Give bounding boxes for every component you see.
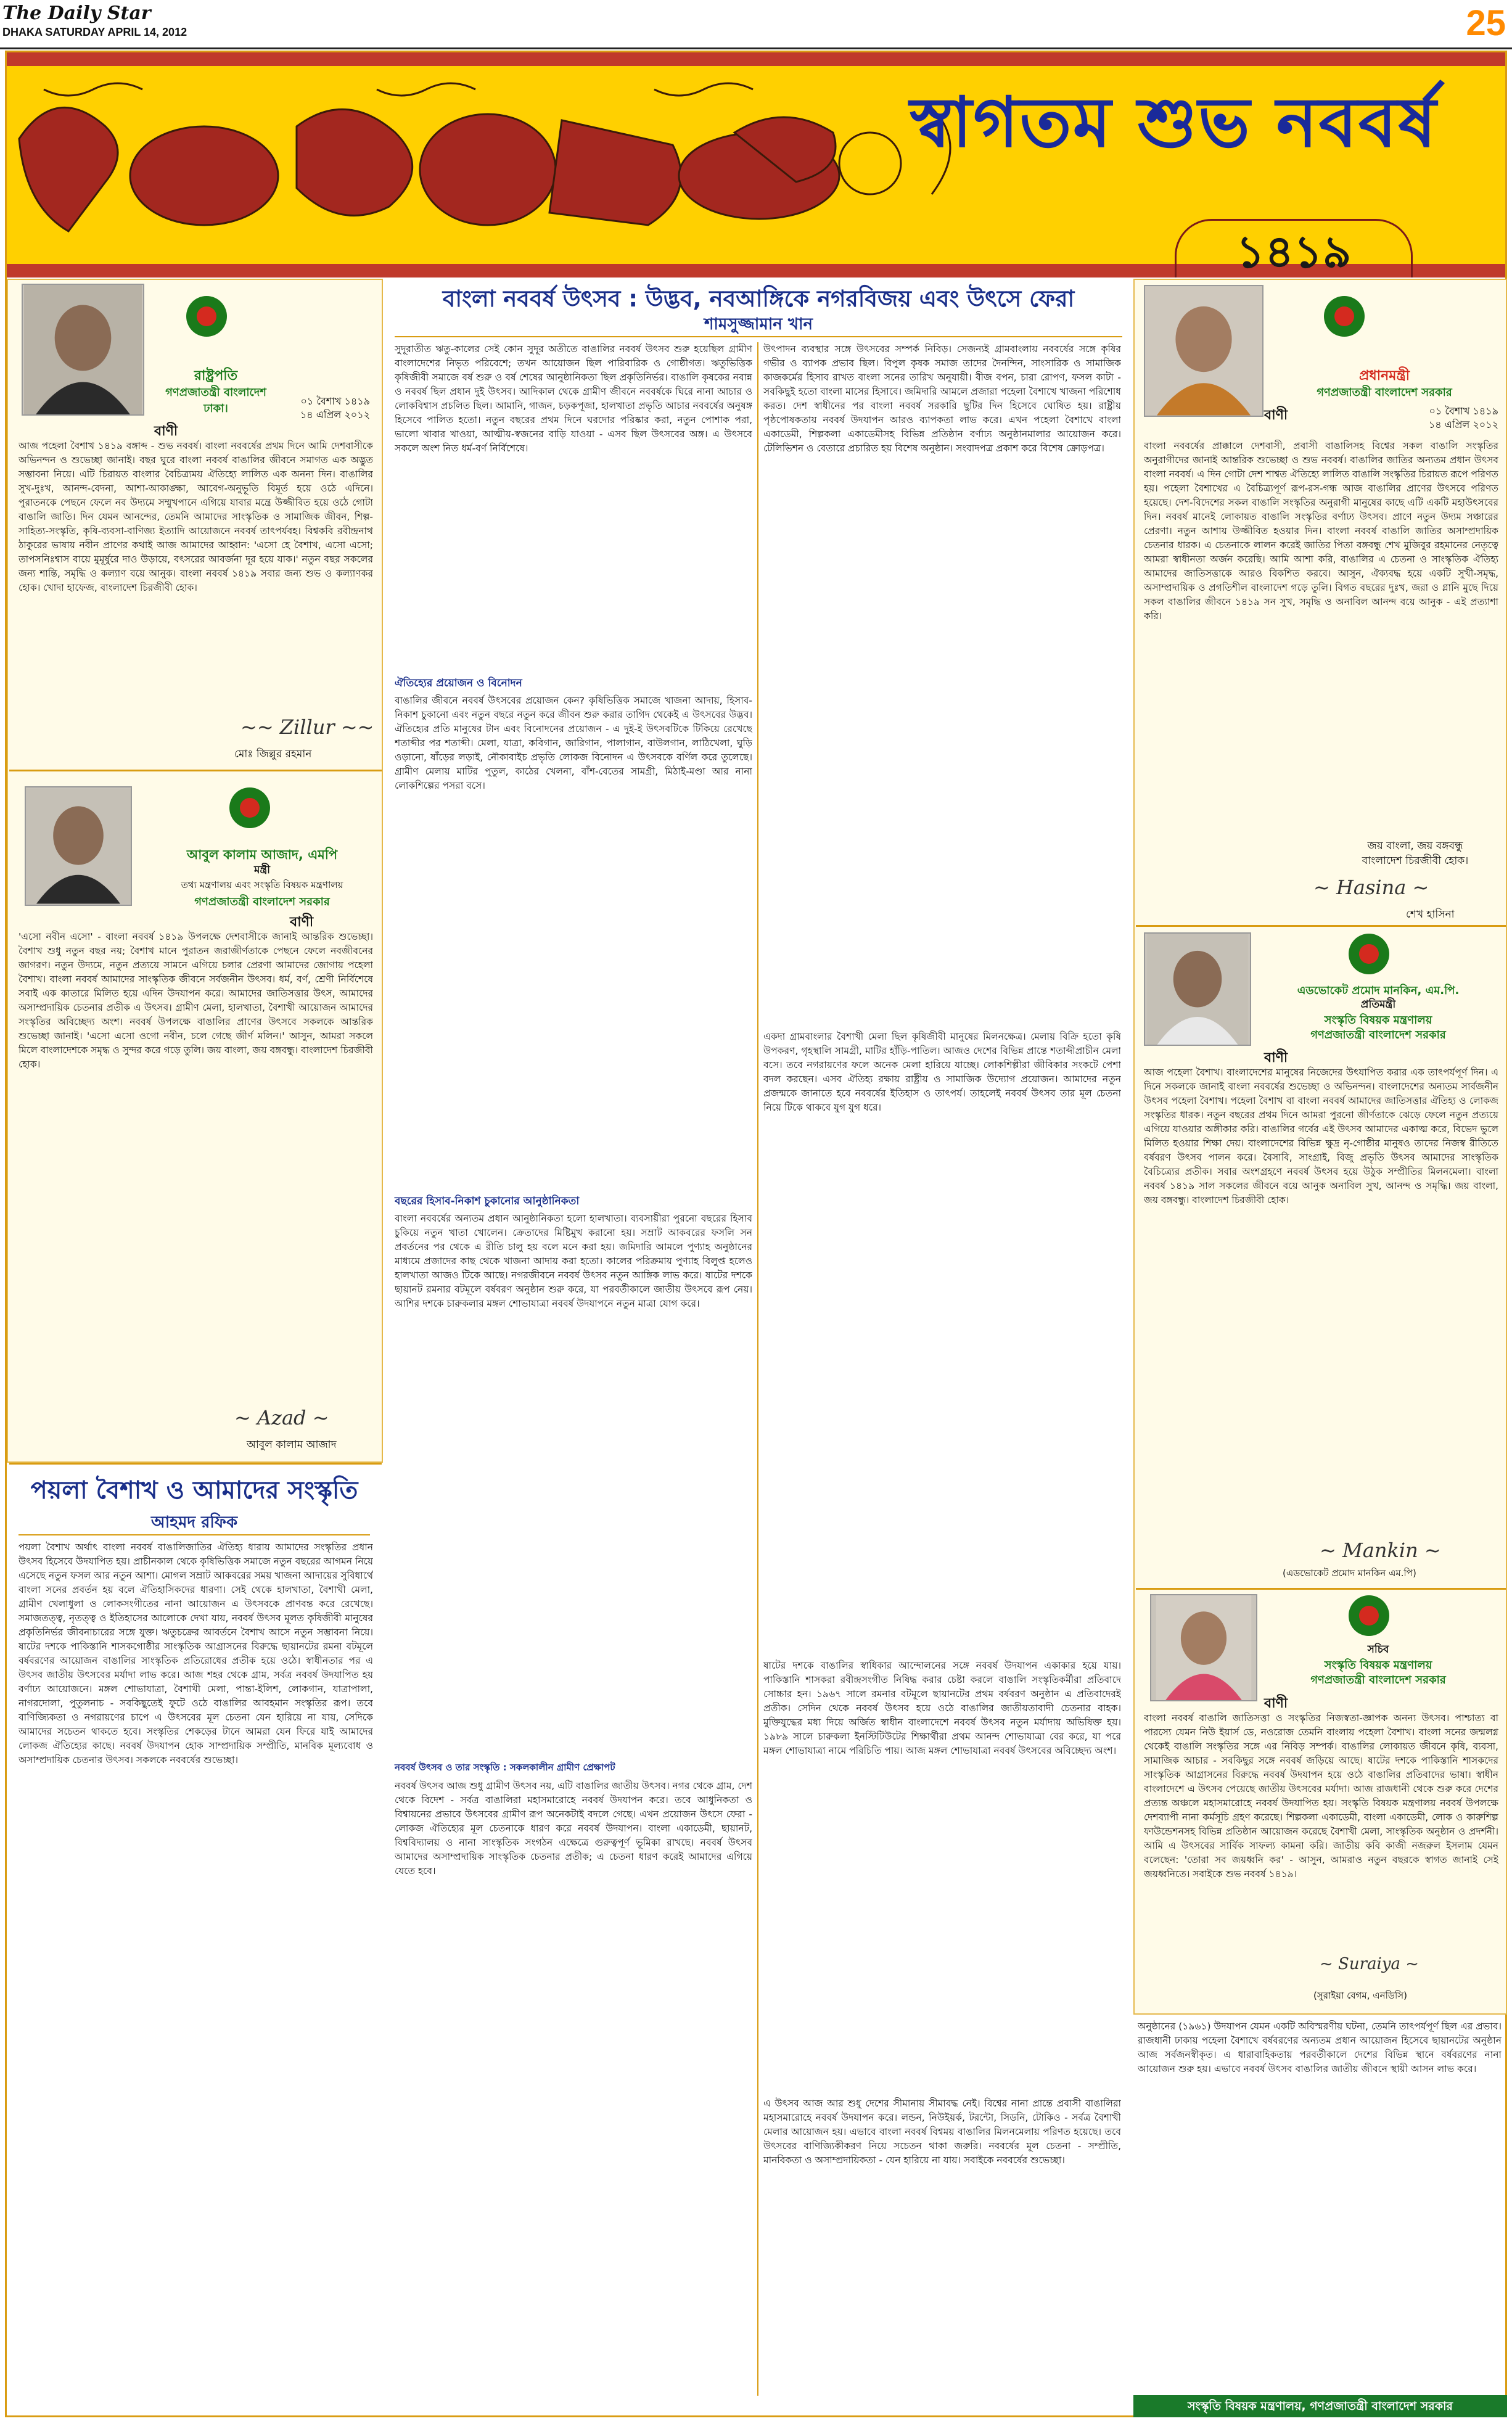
secretary-office: গণপ্রজাতন্ত্রী বাংলাদেশ সরকার — [1310, 1674, 1446, 1687]
state-minister-emblem-icon — [1347, 932, 1391, 976]
state-minister-ministry: সংস্কৃতি বিষয়ক মন্ত্রণালয় — [1324, 1014, 1432, 1027]
main-article-body-part3: বাংলা নববর্ষের অন্যতম প্রধান আনুষ্ঠানিকতা হলো হালখাতা। ব্যবসায়ীরা পুরনো বছরের হিসাব চুকিয়ে নতুন খাতা খোলেন। ক্রেতাদের মিষ্টিমুখ করানো হয়। সম্রাট আকবরের ফসলি সন প্রবর্তনের পর থেকে এ রীতি চালু হয় বলে মনে করা হয়। জমিদারি আমলে পুণ্যাহ অনুষ্ঠানের মাধ্যমে প্রজাদের কাছ থেকে খাজনা আদায় করা হতো। কালের পরিক্রমায় পুণ্যাহ বিলুপ্ত হলেও হালখাতা আজও টিকে আছে। নগরজীবনে নববর্ষ উৎসব নতুন আঙ্গিক লাভ করে। ষাটের দশকে ছায়ানট রমনার বটমূলে বর্ষবরণ অনুষ্ঠান শুরু করে, যা পরবর্তীকালে জাতীয় উৎসবে রূপ নেয়। আশির দশকে চারুকলার মঙ্গল শোভাযাত্রা নববর্ষ উদযাপনে নতুন মাত্রা যোগ করে। — [395, 1213, 752, 1309]
rafiq-article-body: পয়লা বৈশাখ অর্থাৎ বাংলা নববর্ষ বাঙালিজাতির ঐতিহ্য ধারায় আমাদের সংস্কৃতির প্রধান উৎসব হিসেবে উদযাপিত হয়। প্রাচীনকাল থেকে কৃষিভিত্তিক সমাজে নতুন বছরের আগমন নিয়ে এসেছে নতুন ফসল আর নতুন আশা। মোগল সম্রাট আকবরের সময় খাজনা আদায়ের সুবিধার্থে বাংলা সনের প্রবর্তন হয় বলে ঐতিহাসিকদের ধারণা। সেই থেকে হালখাতা, বৈশাখী মেলা, গ্রামীণ খেলাধুলা ও লোকসংগীতের নানা আয়োজন এ উৎসবকে প্রাণবন্ত করে রেখেছে। সমাজতত্ত্ব, নৃতত্ত্ব ও ইতিহাসের আলোকে দেখা যায়, নববর্ষ উৎসব মূলত কৃষিজীবী মানুষের প্রকৃতিনির্ভর জীবনাচারের সঙ্গে যুক্ত। ঋতুচক্রের আবর্তনে বৈশাখ আসে নতুন সম্ভাবনা নিয়ে। ষাটের দশকে পাকিস্তানি শাসকগোষ্ঠীর সাংস্কৃতিক আগ্রাসনের বিরুদ্ধে ছায়ানটের রমনা বটমূলে বর্ষবরণের আয়োজন বাঙালির সাংস্কৃতিক প্রতিরোধের প্রতীক হয়ে ওঠে। স্বাধীনতার পর এ উৎসব জাতীয় উৎসবের মর্যাদা লাভ করে। আজ শহর থেকে গ্রাম, সর্বত্র নববর্ষ উদযাপিত হয় বর্ণাঢ্য আয়োজনে। মঙ্গল শোভাযাত্রা, বৈশাখী মেলা, পান্তা-ইলিশ, লোকগান, যাত্রাপালা, নাগরদোলা, পুতুলনাচ - সবকিছুতেই ফুটে ওঠে বাঙালির আবহমান সংস্কৃতির রূপ। তবে বাণিজ্যিকতা ও নগরায়ণের চাপে এ উৎসবের মূল চেতনা যেন হারিয়ে না যায়, সেদিকে আমাদের সচেতন থাকতে হবে। সংস্কৃতির শেকড়ের টানে আমরা যেন ফিরে যাই আমাদের লোকজ ঐতিহ্যের কাছে। নববর্ষ উদযাপন হোক সাম্প্রদায়িক সম্প্রীতি, মানবিক মূল্যবোধ ও অসাম্প্রদায়িক চেতনার উৎসব। সকলকে নববর্ষের শুভেচ্ছা। — [18, 1542, 373, 1765]
column-divider — [757, 342, 758, 2396]
main-article-body-part2: বাঙালির জীবনে নববর্ষ উৎসবের প্রয়োজন কেন? কৃষিভিত্তিক সমাজে খাজনা আদায়, হিসাব-নিকাশ চুকানো এবং নতুন বছরে নতুন করে জীবন শুরু করার তাগিদ থেকেই এ উৎসবের উদ্ভব। ঐতিহ্যের প্রতি মানুষের টান এবং বিনোদনের প্রয়োজন - এ দুই-ই উৎসবটিকে টিকিয়ে রেখেছে শতাব্দীর পর শতাব্দী। মেলা, যাত্রা, কবিগান, জারিগান, পালাগান, বাউলগান, লাঠিখেলা, ঘুড়ি ওড়ানো, ষাঁড়ের লড়াই, নৌকাবাইচ প্রভৃতি লোকজ বিনোদন এ উৎসবকে বর্ণিল করে তুলেছে। গ্রামীণ মেলায় মাটির পুতুল, কাঠের খেলনা, বাঁশ-বেতের সামগ্রী, মিঠাই-মণ্ডা আর নানা লোকশিল্পের পসরা বসে। — [395, 695, 752, 791]
prime-minister-emblem-icon — [1323, 295, 1366, 338]
minister-signature: ~ Azad ~ — [234, 1406, 329, 1429]
state-minister-name-title: এডভোকেট প্রমোদ মানকিন, এম.পি. — [1297, 984, 1460, 997]
secretary-signature: ~ Suraiya ~ — [1320, 1955, 1420, 1973]
minister-name-title: আবুল কালাম আজাদ, এমপি — [186, 847, 338, 862]
president-bani: বাণী — [154, 424, 178, 439]
main-article-body-part8: এ উৎসব আজ আর শুধু দেশের সীমানায় সীমাবদ্ধ নেই। বিশ্বের নানা প্রান্তে প্রবাসী বাঙালিরা মহাসমারোহে নববর্ষ উদযাপন করে। লন্ডন, নিউইয়র্ক, টরন্টো, সিডনি, টোকিও - সর্বত্র বৈশাখী মেলার আয়োজন হয়। এভাবে বাংলা নববর্ষ বিশ্বময় বাঙালির মিলনমেলায় পরিণত হয়েছে। তবে উৎসবের বাণিজ্যিকীকরণ নিয়ে সচেতন থাকা জরুরি। নববর্ষের মূল চেতনা - সম্প্রীতি, মানবিকতা ও অসাম্প্রদায়িকতা - যেন হারিয়ে না যায়। সবাইকে নববর্ষের শুভেচ্ছা। — [763, 2098, 1121, 2166]
president-date-bn: ০১ বৈশাখ ১৪১৯ — [300, 395, 370, 407]
secretary-photo — [1150, 1594, 1257, 1701]
divider — [1136, 925, 1506, 927]
president-place: ঢাকা। — [203, 402, 228, 415]
divider — [18, 1534, 370, 1535]
main-article-body-part6: একদা গ্রামবাংলার বৈশাখী মেলা ছিল কৃষিজীবী মানুষের মিলনক্ষেত্র। মেলায় বিক্রি হতো কৃষি উপকরণ, গৃহস্থালি সামগ্রী, মাটির হাঁড়ি-পাতিল। আজও দেশের বিভিন্ন প্রান্তে শতাব্দীপ্রাচীন মেলা বসে। তবে নগরায়ণের ফলে অনেক মেলা হারিয়ে যাচ্ছে। লোকশিল্পীরা জীবিকার সংকটে পেশা বদল করছেন। এসব ঐতিহ্য রক্ষায় রাষ্ট্রীয় ও সামাজিক উদ্যোগ প্রয়োজন। আমাদের নতুন প্রজন্মকে জানাতে হবে নববর্ষের ইতিহাস ও তাৎপর্য। তাহলেই নববর্ষ উৎসব তার মূল চেতনা নিয়ে টিকে থাকবে যুগ যুগ ধরে। — [763, 1031, 1121, 1113]
rafiq-article-author: আহমদ রফিক — [150, 1513, 238, 1532]
secretary-name: (সুরাইয়া বেগম, এনডিসি) — [1313, 1990, 1407, 2001]
prime-minister-signature: ~ Hasina ~ — [1313, 876, 1429, 899]
president-dates — [271, 395, 370, 422]
secretary-bani: বাণী — [1264, 1696, 1288, 1711]
prime-minister-dates — [1394, 405, 1498, 432]
banner — [7, 52, 1505, 277]
secretary-post: সচিব — [1367, 1643, 1389, 1656]
prime-minister-office: গণপ্রজাতন্ত্রী বাংলাদেশ সরকার — [1317, 386, 1452, 399]
prime-minister-role: প্রধানমন্ত্রী — [1358, 368, 1410, 384]
state-minister-post: প্রতিমন্ত্রী — [1360, 998, 1396, 1011]
prime-minister-bani: বাণী — [1264, 408, 1288, 423]
president-office: গণপ্রজাতন্ত্রী বাংলাদেশ — [165, 386, 266, 399]
state-minister-office: গণপ্রজাতন্ত্রী বাংলাদেশ সরকার — [1310, 1029, 1446, 1042]
main-article-title: বাংলা নববর্ষ উৎসব : উদ্ভব, নবআঙ্গিকে নগরবিজয় এবং উৎসে ফেরা — [442, 286, 1075, 312]
president-message: আজ পহেলা বৈশাখ ১৪১৯ বঙ্গাব্দ - শুভ নববর্ষ। বাংলা নববর্ষের প্রথম দিনে আমি দেশবাসীকে অভিনন্দন ও শুভেচ্ছা জানাই। বছর ঘুরে বাংলা নববর্ষ বাঙালির জীবনে সমাগত এক অদ্ভুত সম্ভাবনা নিয়ে। এটি চিরায়ত বাংলার বৈচিত্র্যময় ঐতিহ্যে লালিত এক অনন্য দিন। বাঙালির সুখ-দুঃখ, আনন্দ-বেদনা, আশা-আকাঙ্ক্ষা, আবেগ-অনুভূতি বিমূর্ত হয়ে ওঠে এদিনে। পুরাতনকে পেছনে ফেলে নব উদ্যমে সম্মুখপানে এগিয়ে যাবার মন্ত্রে উজ্জীবিত হয়ে ওঠে গোটা বাঙালি জাতি। দিন যেমন আনন্দের, তেমনি আমাদের সাংস্কৃতিক ও সামাজিক জীবন, শিল্প-সাহিত্য-সংস্কৃতি, কৃষি-ব্যবসা-বাণিজ্য ইত্যাদি আয়োজনে নববর্ষ তাৎপর্যবহ। বিশ্বকবি রবীন্দ্রনাথ ঠাকুরের ভাষায় নবীন প্রাণের কথাই আজ আমাদের আহ্বান: 'এসো হে বৈশাখ, এসো এসো; তাপসনিঃশ্বাস বায়ে মুমূর্ষুরে দাও উড়ায়ে, বৎসরের আবর্জনা দূর হয়ে যাক।' নতুন বছর সকলের জন্য শান্তি, সমৃদ্ধি ও কল্যাণ বয়ে আনুক। বাংলা নববর্ষ ১৪১৯ সবার জন্য শুভ ও কল্যাণকর হোক। খোদা হাফেজ, বাংলাদেশ চিরজীবী হোক। — [18, 440, 373, 593]
prime-minister-date-en: ১৪ এপ্রিল ২০১২ — [1428, 419, 1498, 430]
main-article-body-part1: সুদূরাতীত ঋতু-কালের সেই কোন সুদূর অতীতে বাঙালির নববর্ষ উৎসব শুরু হয়েছিল গ্রামীণ বাংলাদেশের নিভৃত পরিবেশে; তখন আয়োজন ছিল পারিবারিক ও গোষ্ঠীগত। ঋতুভিত্তিক কৃষিজীবী সমাজে বর্ষ শুরু ও বর্ষ শেষের আনুষ্ঠানিকতা ছিল প্রকৃতিনির্ভর। বাঙালি কৃষকের নবান্ন ও নববর্ষ ছিল প্রধান দুই উৎসব। আদিকাল থেকে গ্রামীণ জীবনে নববর্ষকে ঘিরে নানা আচার ও লোকবিশ্বাস প্রচলিত ছিল। আমানি, গাজন, চড়কপূজা, হালখাতা প্রভৃতি আচার নববর্ষের অনুষঙ্গ হিসেবে পালিত হতো। নতুন বছরের প্রথম দিনে ঘরদোর পরিষ্কার করা, নতুন পোশাক পরা, ভালো খাবার খাওয়া, আত্মীয়-স্বজনের বাড়ি যাওয়া - এসব ছিল উৎসবের অঙ্গ। এ উৎসবে সকলে অংশ নিত ধর্ম-বর্ণ নির্বিশেষে। — [395, 343, 752, 454]
main-article-body-part4: নববর্ষ উৎসব আজ শুধু গ্রামীণ উৎসব নয়, এটি বাঙালির জাতীয় উৎসব। নগর থেকে গ্রাম, দেশ থেকে বিদেশ - সর্বত্র বাঙালিরা মহাসমারোহে নববর্ষ উদযাপন করে। তবে আধুনিকতা ও বিশ্বায়নের প্রভাবে উৎসবের গ্রামীণ রূপ অনেকটাই বদলে গেছে। এখন প্রয়োজন উৎসে ফেরা - লোকজ ঐতিহ্যের মূল চেতনাকে ধারণ করে নববর্ষ উদযাপন। বাংলা একাডেমী, ছায়ানট, বিশ্ববিদ্যালয় ও নানা সাংস্কৃতিক সংগঠন এক্ষেত্রে গুরুত্বপূর্ণ ভূমিকা রাখছে। নববর্ষ উৎসব আমাদের অসাম্প্রদায়িক সাংস্কৃতিক চেতনার প্রতীক; এ চেতনা ধারণ করেই আমাদের এগিয়ে যেতে হবে। — [395, 1780, 752, 1876]
page-number: 25 — [1466, 3, 1506, 43]
rafiq-article-title: পয়লা বৈশাখ ও আমাদের সংস্কৃতি — [30, 1476, 358, 1505]
minister-office: গণপ্রজাতন্ত্রী বাংলাদেশ সরকার — [194, 895, 330, 908]
minister-ministry: তথ্য মন্ত্রণালয় এবং সংস্কৃতি বিষয়ক মন্ত্রণালয় — [181, 879, 343, 890]
secretary-message: বাংলা নববর্ষ বাঙালি জাতিসত্তা ও সংস্কৃতির নিজস্বতা-জ্ঞাপক অনন্য উৎসব। পাশ্চাত্য বা পারস্যে যেমন নিউ ইয়ার্স ডে, নওরোজ তেমনি বাংলায় পহেলা বৈশাখ। বাংলা সনের জন্মলগ্ন থেকেই বাঙালি সংস্কৃতির সঙ্গে এর নিবিড় সম্পর্ক। বাঙালির লোকায়ত জীবনে কৃষি, ব্যবসা, সামাজিক আচার - সবকিছুর সঙ্গে নববর্ষ জড়িয়ে আছে। ষাটের দশকে পাকিস্তানি শাসকদের সাংস্কৃতিক আগ্রাসনের বিরুদ্ধে নববর্ষ উদযাপন হয়ে ওঠে বাঙালির প্রতিবাদের ভাষা। স্বাধীন বাংলাদেশে এ উৎসব পেয়েছে জাতীয় উৎসবের মর্যাদা। আজ রাজধানী থেকে শুরু করে দেশের প্রত্যন্ত অঞ্চলে মহাসমারোহে নববর্ষ উদযাপিত হয়। সংস্কৃতি বিষয়ক মন্ত্রণালয় নববর্ষ উপলক্ষে দেশব্যাপী নানা কর্মসূচি গ্রহণ করেছে। শিল্পকলা একাডেমী, বাংলা একাডেমী, লোক ও কারুশিল্প ফাউন্ডেশনসহ বিভিন্ন প্রতিষ্ঠান আয়োজন করেছে বৈশাখী মেলা, সাংস্কৃতিক অনুষ্ঠান ও প্রদর্শনী। আমি এ উৎসবের সার্বিক সাফল্য কামনা করি। জাতীয় কবি কাজী নজরুল ইসলাম যেমন বলেছেন: 'তোরা সব জয়ধ্বনি কর' - আসুন, আমরাও নতুন বছরকে স্বাগত জানাই সেই জয়ধ্বনিতে। সবাইকে শুভ নববর্ষ ১৪১৯। — [1144, 1712, 1498, 1880]
main-article-body-part7: ষাটের দশকে বাঙালির স্বাধিকার আন্দোলনের সঙ্গে নববর্ষ উদযাপন একাকার হয়ে যায়। পাকিস্তানি শাসকরা রবীন্দ্রসংগীত নিষিদ্ধ করার চেষ্টা করলে বাঙালি সংস্কৃতিকর্মীরা প্রতিবাদে সোচ্চার হন। ১৯৬৭ সালে রমনার বটমূলে ছায়ানটের প্রথম বর্ষবরণ অনুষ্ঠান এ প্রতিবাদেরই প্রতীক। সেদিন থেকে নববর্ষ উৎসব হয়ে ওঠে বাঙালির জাতীয়তাবাদী চেতনার বাহক। মুক্তিযুদ্ধের মধ্য দিয়ে অর্জিত স্বাধীন বাংলাদেশে নববর্ষ উৎসব নতুন মর্যাদায় অভিষিক্ত হয়। ১৯৮৯ সালে চারুকলা ইনস্টিটিউটের শিক্ষার্থীরা প্রথম আনন্দ শোভাযাত্রা বের করে, যা পরে মঙ্গল শোভাযাত্রা নামে পরিচিতি পায়। আজ মঙ্গল শোভাযাত্রা নববর্ষ উৎসবের অবিচ্ছেদ্য অংশ। — [763, 1660, 1121, 1756]
president-role: রাষ্ট্রপতি — [194, 368, 238, 384]
banner-year: ১৪১৯ — [1175, 219, 1413, 277]
state-minister-name: (এডভোকেট প্রমোদ মানকিন এম.পি) — [1283, 1568, 1416, 1579]
minister-photo — [25, 786, 132, 906]
main-article-author: শামসুজ্জামান খান — [704, 315, 813, 334]
minister-emblem-icon — [228, 786, 271, 829]
state-minister-signature: ~ Mankin ~ — [1320, 1539, 1441, 1562]
subhead-tradition: ঐতিহ্যের প্রয়োজন ও বিনোদন — [395, 677, 522, 689]
president-signature: ~~ Zillur ~~ — [240, 715, 374, 739]
minister-bani: বাণী — [290, 915, 314, 930]
secretary-ministry: সংস্কৃতি বিষয়ক মন্ত্রণালয় — [1324, 1659, 1432, 1672]
divider — [1136, 1588, 1506, 1590]
prime-minister-message: বাংলা নববর্ষের প্রাক্কালে দেশবাসী, প্রবাসী বাঙালিসহ বিশ্বের সকল বাঙালি সংস্কৃতির অনুরাগীদের জানাই আন্তরিক শুভেচ্ছা ও শুভ নববর্ষ। বাঙালির জাতির অন্যতম প্রধান উৎসব বাংলা নববর্ষ। এ দিন গোটা দেশ শাশ্বত ঐতিহ্যে লালিত বাঙালি সংস্কৃতির চিরায়ত রূপে পরিণত হয়। পহেলা বৈশাখের এ বৈচিত্র্যপূর্ণ রূপ-রস-গন্ধ আজ বাঙালির প্রাণের উৎসবে পরিণত হয়েছে। দেশ-বিদেশের সকল বাঙালি সংস্কৃতির অনুরাগী মানুষের কাছে এটি একটি মহাউৎসবের দিন। নববর্ষ মানেই লোকায়ত বাঙালি সংস্কৃতির বর্ণাঢ্য উৎসব। প্রাণে নতুন উদ্যম সঞ্চারের প্রেরণা। নতুন আশায় উজ্জীবিত হওয়ার দিন। বাংলা নববর্ষ বাঙালি জাতির অসাম্প্রদায়িক চেতনার ধারক। এ চেতনাকে লালন করেই জাতির পিতা বঙ্গবন্ধু শেখ মুজিবুর রহমানের নেতৃত্বে আমরা স্বাধীনতা অর্জন করেছি। আমি আশা করি, বাঙালির এ চেতনা ও সাংস্কৃতিক ঐতিহ্য আমাদের জাতিসত্তাকে আরও বিকশিত করবে। আসুন, ঐক্যবদ্ধ হয়ে একটি সুখী-সমৃদ্ধ, অসাম্প্রদায়িক ও প্রগতিশীল বাংলাদেশ গড়ে তুলি। বিগত বছরের দুঃখ, জরা ও গ্লানি মুছে দিয়ে সকল বাঙালির জীবনে ১৪১৯ সন সুখ, সমৃদ্ধি ও অনাবিল আনন্দ বয়ে আনুক - এই প্রত্যাশা করি। — [1144, 440, 1498, 622]
main-article-body-part5: উৎপাদন ব্যবস্থার সঙ্গে উৎসবের সম্পর্ক নিবিড়। সেজন্যই গ্রামবাংলায় নববর্ষের সঙ্গে কৃষির গভীর ও ব্যাপক প্রভাব ছিল। বিপুল কৃষক সমাজ তাদের দৈনন্দিন, সাংসারিক ও সামাজিক কাজকর্মের হিসাব রাখত বাংলা সনের তারিখ অনুযায়ী। বীজ বপন, চারা রোপণ, ফসল কাটা - সবকিছুই হতো বাংলা মাসের হিসাবে। জমিদারি আমলে প্রজারা পহেলা বৈশাখে খাজনা পরিশোধ করত। দেশ স্বাধীনের পর বাংলা নববর্ষ সরকারি ছুটির দিন হিসেবে ঘোষিত হয়। রাষ্ট্রীয় পৃষ্ঠপোষকতায় নববর্ষ উদযাপন আরও ব্যাপকতা লাভ করে। এখন পহেলা বৈশাখে বাংলা একাডেমী, শিল্পকলা একাডেমীসহ বিভিন্ন প্রতিষ্ঠান বর্ণাঢ্য অনুষ্ঠানমালার আয়োজন করে। টেলিভিশন ও বেতারে প্রচারিত হয় বিশেষ অনুষ্ঠান। সংবাদপত্র প্রকাশ করে বিশেষ ক্রোড়পত্র। — [763, 343, 1121, 454]
minister-name: আবুল কালাম আজাদ — [247, 1439, 337, 1451]
subhead-rural: নববর্ষ উৎসব ও তার সংস্কৃতি : সকলকালীন গ্রামীণ প্রেক্ষাপট — [395, 1762, 615, 1773]
president-emblem-icon — [185, 295, 228, 338]
minister-message: 'এসো নবীন এসো' - বাংলা নববর্ষ ১৪১৯ উপলক্ষে দেশবাসীকে জানাই আন্তরিক শুভেচ্ছা। বৈশাখ শুধু নতুন বছর নয়; বৈশাখ মানে পুরাতন জরাজীর্ণতাকে পেছনে ফেলে নবজীবনের জাগরণ। নতুন উদ্যমে, নতুন প্রত্যয়ে সামনে এগিয়ে চলার প্রেরণা আমাদের জোগায় পহেলা বৈশাখ। বাংলা নববর্ষ আমাদের সাংস্কৃতিক জীবনে সর্বজনীন উৎসব। ধর্ম, বর্ণ, শ্রেণী নির্বিশেষে সবাই এক কাতারে মিলিত হয়ে এদিন উদযাপন করে। আমাদের জাতিসত্তার উৎস, আমাদের অসাম্প্রদায়িক চেতনার প্রতীক এ উৎসব। গ্রামীণ মেলা, হালখাতা, বৈশাখী আয়োজন আমাদের সংস্কৃতির অবিচ্ছেদ্য অংশ। নববর্ষ উপলক্ষে বাঙালির প্রাণের উৎসবে সকলকে আন্তরিক শুভেচ্ছা জানাই। 'এসো এসো ওগো নবীন, চলে গেছে জীর্ণ মলিন।' আসুন, আমরা সকলে মিলে বাংলাদেশকে সমৃদ্ধ ও সুন্দর করে গড়ে তুলি। জয় বাংলা, জয় বঙ্গবন্ধু। বাংলাদেশ চিরজীবী হোক। — [18, 931, 373, 1070]
paper-name: The Daily Star — [2, 2, 151, 24]
state-minister-bani: বাণী — [1264, 1050, 1288, 1066]
prime-minister-photo — [1144, 285, 1263, 417]
state-minister-photo — [1144, 932, 1251, 1046]
article-continuation: অনুষ্ঠানের (১৯৬১) উদযাপন যেমন একটি অবিস্মরণীয় ঘটনা, তেমনি তাৎপর্যপূর্ণ ছিল এর প্রভাব। রাজধানী ঢাকায় পহেলা বৈশাখে বর্ষবরণের অন্যতম প্রধান আয়োজন হিসেবে ছায়ানটের অনুষ্ঠান আজ সর্বজনস্বীকৃত। এ ধারাবাহিকতায় পরবর্তীকালে দেশের বিভিন্ন স্থানে বর্ষবরণের নানা আয়োজন শুরু হয়। এভাবে নববর্ষ উৎসব বাঙালির জাতীয় জীবনে স্থায়ী আসন লাভ করে। — [1138, 2021, 1502, 2074]
divider — [9, 1463, 382, 1465]
subhead-halkhata: বছরের হিসাব-নিকাশ চুকানোর আনুষ্ঠানিকতা — [395, 1195, 580, 1207]
president-date-en: ১৪ এপ্রিল ২০১২ — [300, 409, 370, 421]
date-line: DHAKA SATURDAY APRIL 14, 2012 — [2, 26, 187, 38]
minister-post: মন্ত্রী — [253, 864, 271, 876]
footer-credit: সংস্কৃতি বিষয়ক মন্ত্রণালয়, গণপ্রজাতন্ত্রী বাংলাদেশ সরকার — [1133, 2395, 1507, 2417]
masthead — [0, 0, 1512, 49]
banner-title: স্বাগতম শুভ নববর্ষ — [910, 83, 1437, 163]
state-minister-message: আজ পহেলা বৈশাখ। বাংলাদেশের মানুষের নিজেদের উৎযাপিত করার এক তাৎপর্যপূর্ণ দিন। এ দিনে সকলকে জানাই বাংলা নববর্ষের শুভেচ্ছা ও অভিনন্দন। বাংলাদেশের অন্যতম সার্বজনীন উৎসব পহেলা বৈশাখ। পহেলা বৈশাখ বা বাংলা নববর্ষ আমাদের জাতিসত্তার ঐতিহ্য ও লোকজ সংস্কৃতির ধারক। নতুন বছরের প্রথম দিনে আমরা পুরনো জীর্ণতাকে ঝেড়ে ফেলে নতুন প্রত্যয়ে এগিয়ে যাওয়ার অঙ্গীকার করি। বাঙালির গর্বের এই উৎসব আমাদের একাত্ম করে, বিভেদ ভুলে মিলিত হওয়ার শিক্ষা দেয়। বাংলাদেশের বিভিন্ন ক্ষুদ্র নৃ-গোষ্ঠীর মানুষও তাদের নিজস্ব রীতিতে বর্ষবরণ উৎসব পালন করে। বৈসাবি, সাংগ্রাই, বিজু প্রভৃতি উৎসব আমাদের সাংস্কৃতিক বৈচিত্র্যের প্রতীক। সবার অংশগ্রহণে নববর্ষ উৎসব হয়ে উঠুক সম্প্রীতির মিলনমেলা। বাংলা নববর্ষ ১৪১৯ সাল সকলের জীবনে বয়ে আনুক অনাবিল সুখ, আনন্দ ও সমৃদ্ধি। জয় বাংলা, জয় বঙ্গবন্ধু। বাংলাদেশ চিরজীবী হোক। — [1144, 1067, 1498, 1206]
prime-minister-name: শেখ হাসিনা — [1406, 908, 1455, 921]
president-photo — [22, 284, 144, 416]
prime-minister-date-bn: ০১ বৈশাখ ১৪১৯ — [1429, 405, 1498, 417]
divider — [395, 336, 1122, 337]
president-name: মোঃ জিল্লুর রহমান — [234, 748, 312, 760]
secretary-emblem-icon — [1347, 1594, 1391, 1637]
divider — [9, 770, 382, 771]
prime-minister-closing: জয় বাংলা, জয় বঙ্গবন্ধু বাংলাদেশ চিরজীবী হোক। — [1362, 840, 1469, 867]
